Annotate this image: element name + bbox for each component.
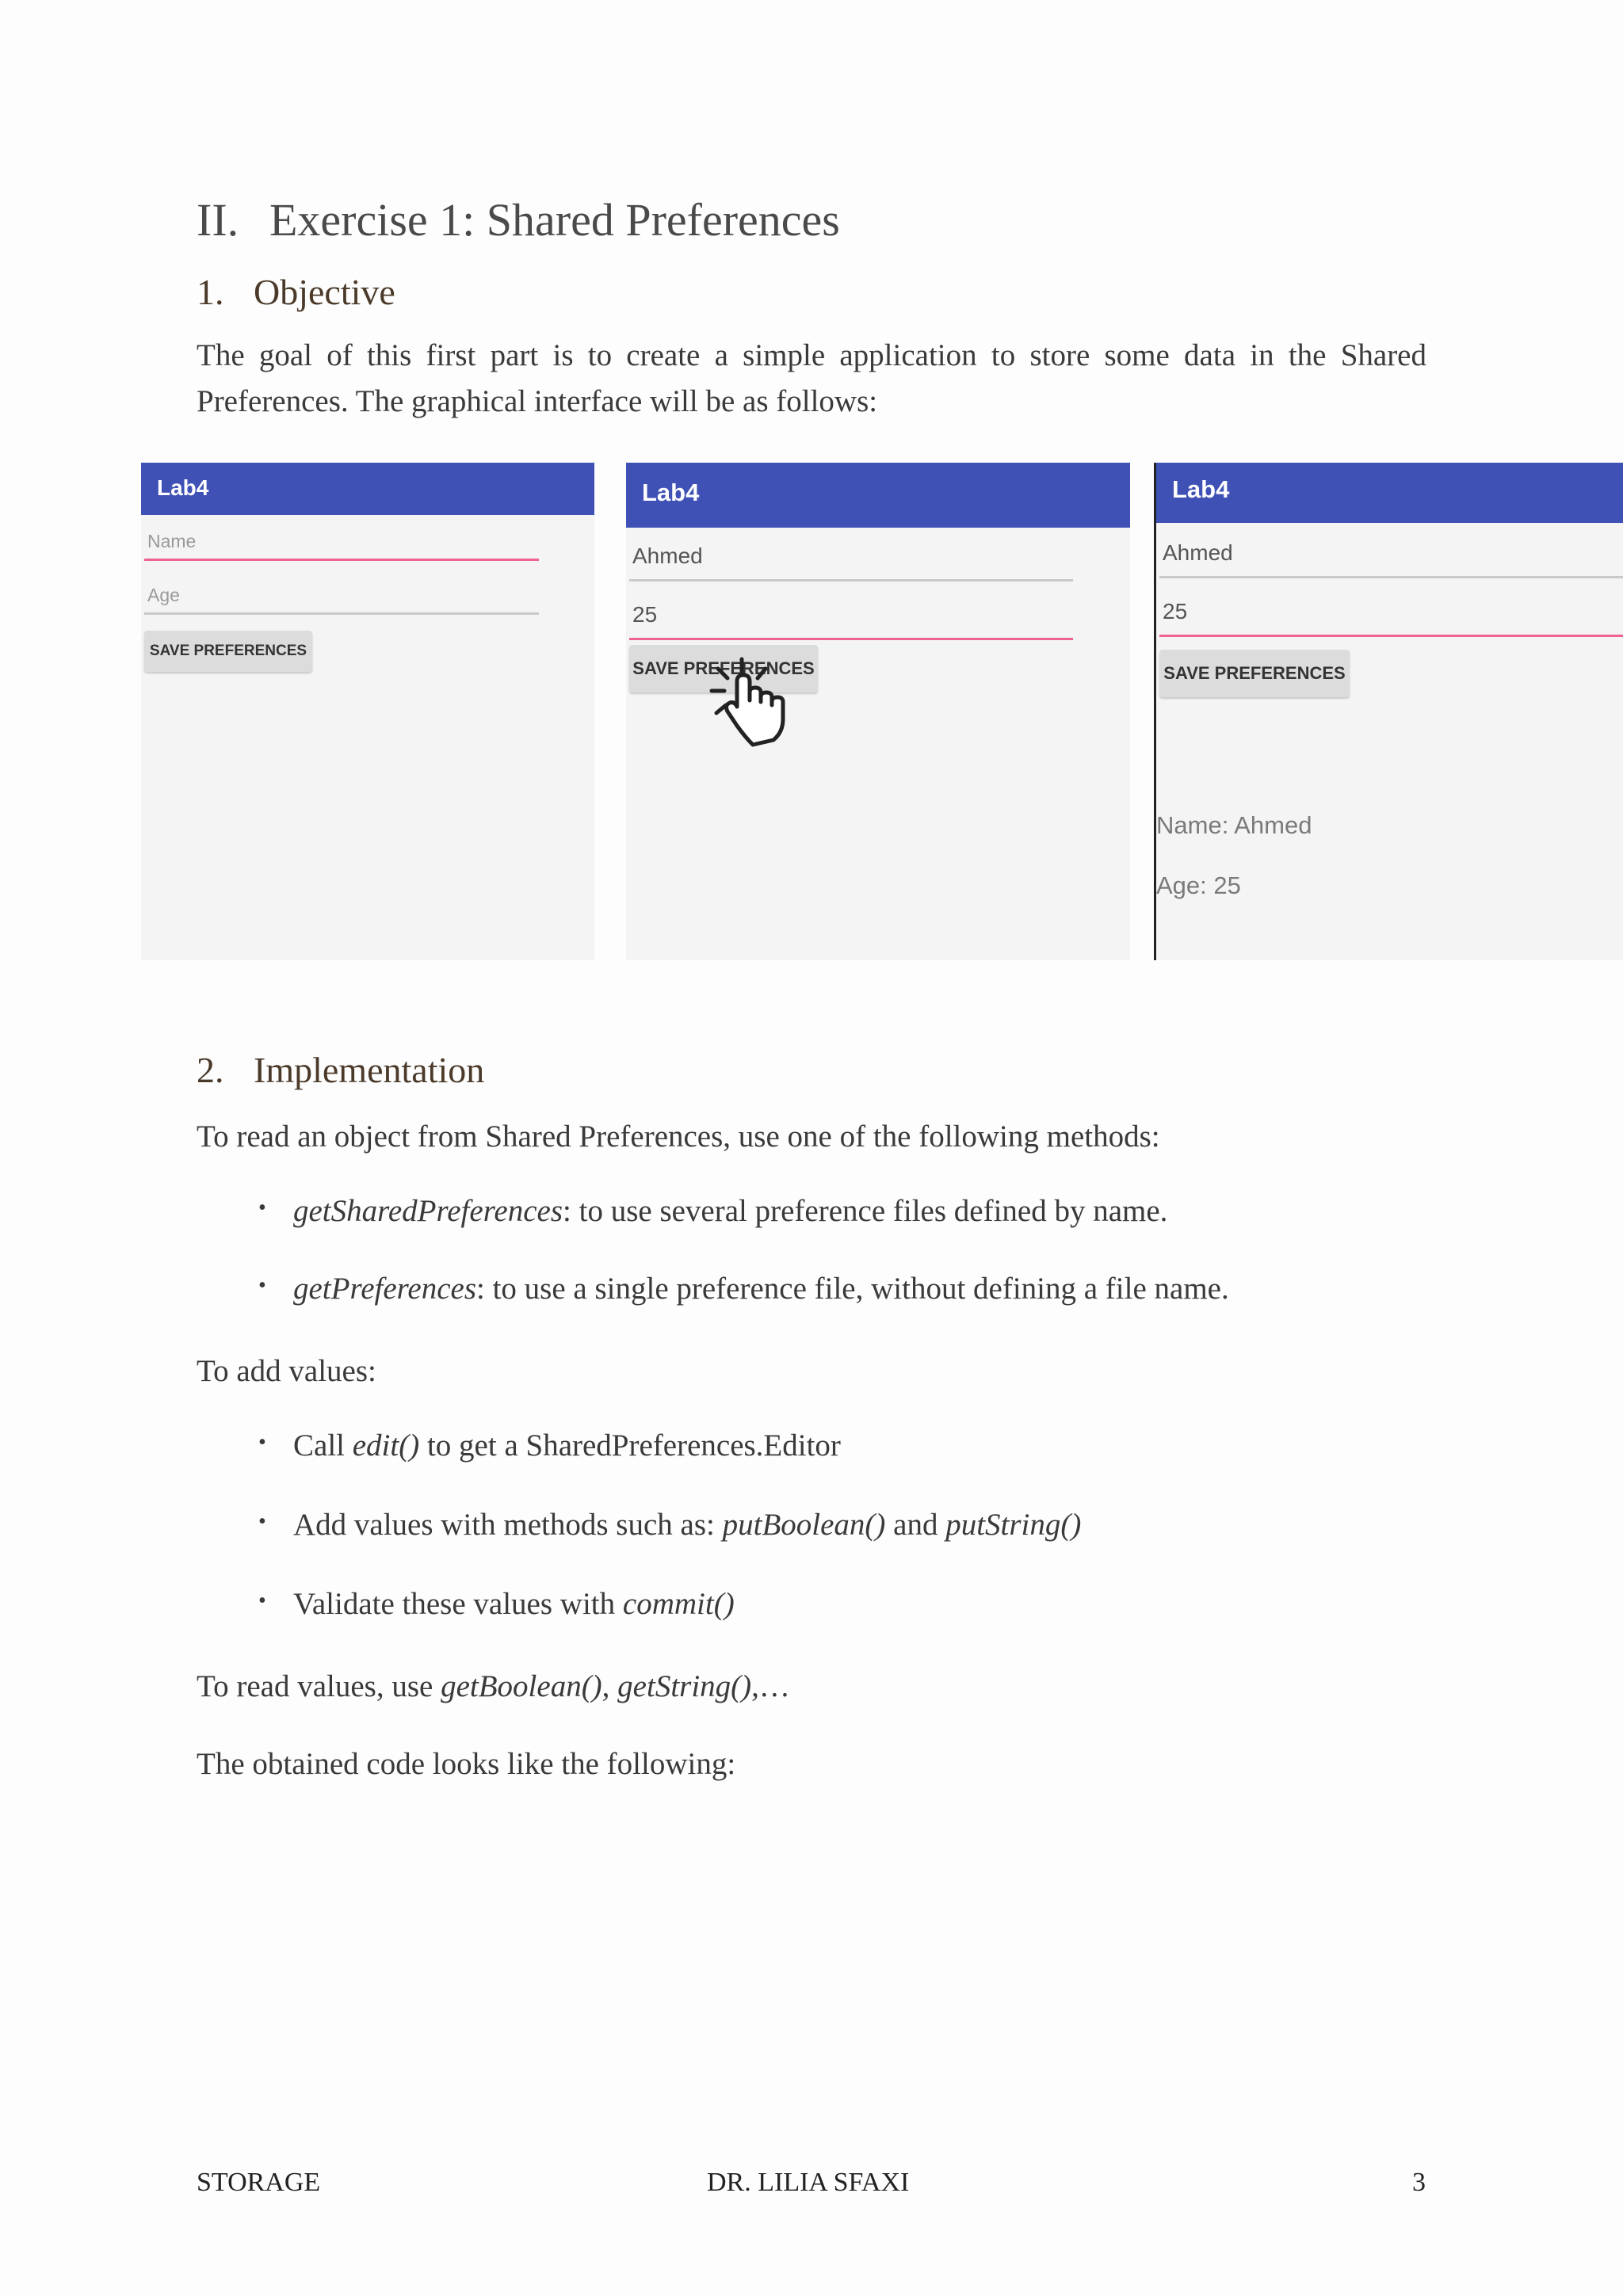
app-title: Lab4 [157,475,209,500]
app-screenshot-filled [626,463,1130,960]
result-name-text: Name: Ahmed [1156,811,1312,839]
objective-paragraph [197,333,1426,425]
method-name: getPreferences [293,1272,476,1306]
save-preferences-button[interactable]: SAVE PREFERENCES [629,645,818,692]
read-values-text: To read values, use getBoolean(), getString(),… [197,1669,790,1703]
method-name: getString() [617,1669,752,1703]
method-name: putBoolean() [722,1508,886,1542]
age-input[interactable] [1159,596,1623,637]
section-title: Exercise 1: Shared Preferences [269,194,840,246]
input-underline [629,638,1073,640]
app-screenshot-result [1154,463,1623,960]
objective-line-2: Preferences. The graphical interface will be as follows: [197,384,878,418]
name-input[interactable] [1159,537,1623,578]
app-screenshot-empty [141,463,594,960]
save-preferences-button[interactable]: SAVE PREFERENCES [1159,650,1350,697]
app-bar [626,463,1130,528]
app-bar [1156,463,1623,523]
age-input[interactable] [144,585,539,615]
section-number: II. [197,194,239,246]
method-name: commit() [622,1587,735,1621]
name-placeholder: Name [147,531,197,551]
objective-heading [197,271,395,313]
objective-line-1: The goal of this first part is to create a simple application to store some data in the Shared [197,338,1426,372]
age-value: 25 [1163,599,1188,624]
age-input[interactable] [629,601,1073,640]
objective-number: 1. [197,272,224,312]
footer-left: STORAGE [197,2168,321,2197]
input-underline [144,612,539,615]
method-name: getBoolean() [441,1669,602,1703]
app-bar [141,463,594,515]
hand-pointer-click-icon [705,653,800,748]
implementation-title: Implementation [254,1050,485,1090]
input-underline [1159,576,1623,578]
input-underline [1159,635,1623,637]
implementation-number: 2. [197,1050,224,1090]
implementation-intro: To read an object from Shared Preferences, use one of the following methods: [197,1119,1160,1154]
name-input[interactable] [144,531,539,561]
app-title: Lab4 [1172,475,1230,503]
footer-author: DR. LILIA SFAXI [707,2168,910,2197]
input-underline [144,559,539,561]
name-value: Ahmed [632,543,703,568]
code-intro-text: The obtained code looks like the following: [197,1747,736,1781]
method-name: getSharedPreferences [293,1194,563,1228]
section-heading [197,193,840,246]
implementation-heading [197,1049,484,1091]
add-values-intro: To add values: [197,1354,376,1388]
method-name: edit() [352,1428,420,1463]
page-number: 3 [1412,2168,1426,2197]
method-name: putString() [945,1508,1082,1542]
objective-title: Objective [254,272,395,312]
input-underline [629,579,1073,582]
name-input[interactable] [629,542,1073,582]
save-preferences-button[interactable]: SAVE PREFERENCES [144,631,312,672]
result-age-text: Age: 25 [1156,871,1241,899]
age-placeholder: Age [147,585,180,605]
name-value: Ahmed [1163,540,1233,565]
age-value: 25 [632,602,658,627]
app-title: Lab4 [642,479,700,506]
